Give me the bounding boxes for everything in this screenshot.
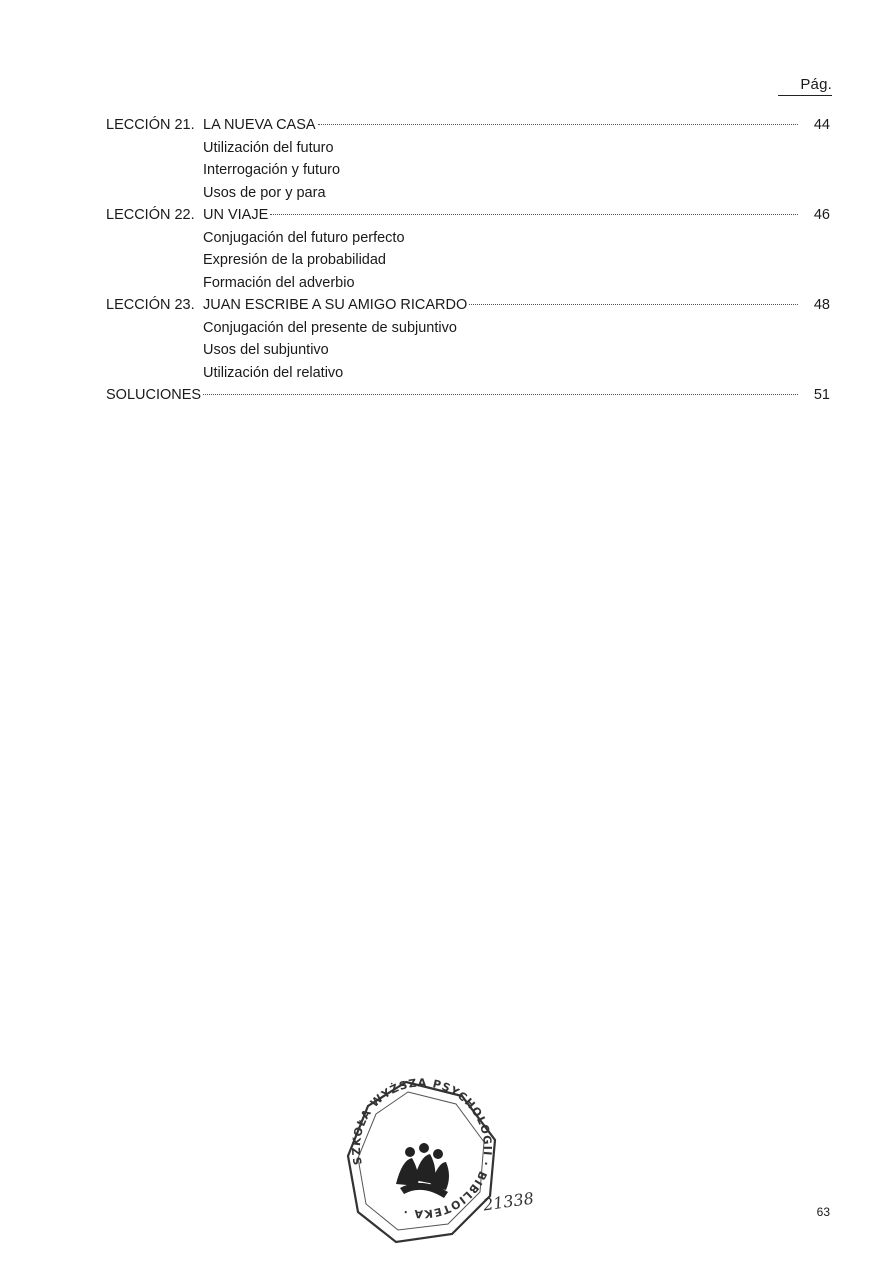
subtopic: Conjugación del presente de subjuntivo [203,319,457,336]
subtopic: Utilización del relativo [203,364,344,381]
toc-entry-solutions[interactable] [106,384,830,407]
lesson-label: LECCIÓN 21. [106,117,195,133]
subtopic: Formación del adverbio [203,274,355,291]
lesson-title: LA NUEVA CASA [203,117,316,133]
solutions-title: SOLUCIONES [106,387,202,403]
toc-entry-lesson-23[interactable] [106,294,830,317]
dot-leader [270,214,798,215]
dot-leader [469,304,798,305]
subtopic: Utilización del futuro [203,139,334,156]
page-column-label: Pág. [800,76,832,93]
page-number: 46 [813,207,830,223]
toc-entry-lesson-21[interactable] [106,114,830,137]
dot-leader [203,394,798,395]
page-number: 48 [813,297,830,313]
subtopic: Expresión de la probabilidad [203,252,386,268]
stamp-emblem-icon [396,1143,449,1198]
subtopic: Usos de por y para [203,184,326,201]
lesson-title: JUAN ESCRIBE A SU AMIGO RICARDO [203,297,468,313]
library-stamp [340,1076,505,1246]
dot-leader [318,124,798,125]
table-of-contents [106,114,830,407]
page-number-footer: 63 [816,1205,830,1219]
subtopic: Usos del subjuntivo [203,342,329,358]
lesson-label: LECCIÓN 22. [106,207,195,223]
subtopic: Conjugación del futuro perfecto [203,229,405,246]
stamp-text: SZKOŁA WYŻSZA PSYCHOLOGII · BIBLIOTEKA · [349,1076,495,1221]
page-column-underline [778,95,832,96]
lesson-label: LECCIÓN 23. [106,297,195,313]
handwritten-catalog-number: 21338 [481,1188,535,1215]
page-number: 44 [813,117,830,133]
subtopic: Interrogación y futuro [203,162,341,178]
lesson-title: UN VIAJE [203,207,269,223]
page-number: 51 [813,387,830,403]
toc-entry-lesson-22[interactable] [106,204,830,227]
